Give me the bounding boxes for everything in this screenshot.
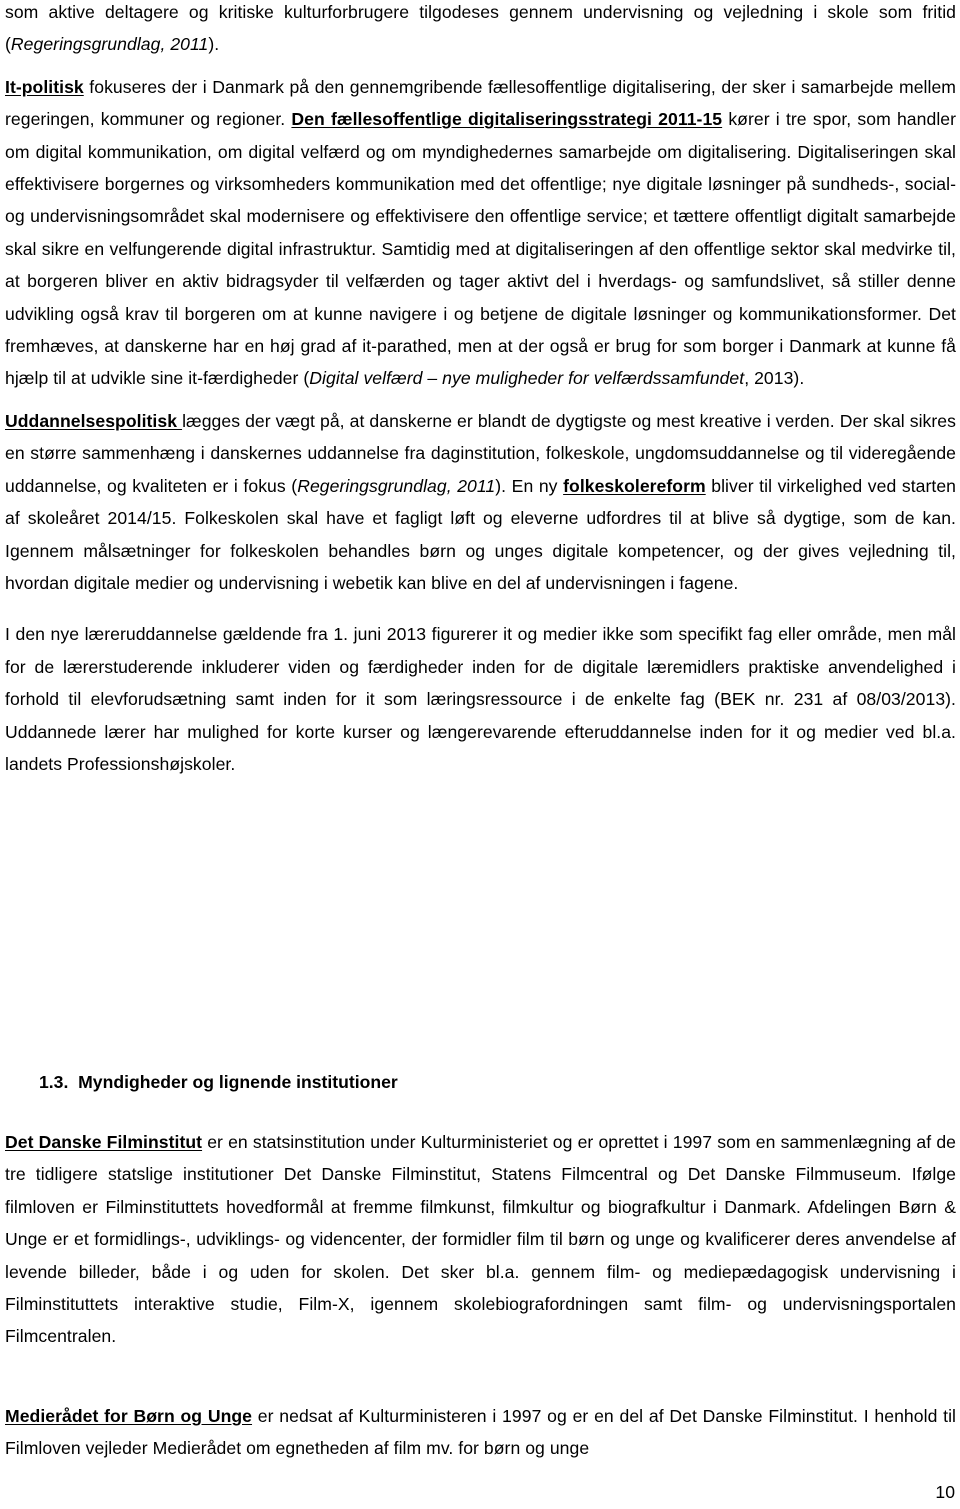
- paragraph-it-politics: [5, 71, 956, 395]
- paragraph-text: ).: [208, 34, 220, 55]
- folkeskolereform-link[interactable]: folkeskolereform: [563, 475, 706, 496]
- digitaliseringsstrategi-link[interactable]: Den fællesoffentlige digitaliseringsstrategi 2011-15: [291, 109, 723, 130]
- paragraph-text: fokuseres der i Danmark på den gennemgribende fællesoffentlige digitalisering, der sker i samarbejde mellem regeringen, kommuner og regioner.: [5, 76, 956, 130]
- paragraph-teacher-education: I den nye læreruddannelse gældende fra 1. juni 2013 figurerer it og medier ikke som specifikt fag eller område, men mål for de lærerstuderende inkluderer viden og færdigheder inden for de digitale læremidlers praktiske anvendelighed i forhold til elevforudsætning samt inden for it som læringsressource i de enkelte fag (BEK nr. 231 af 08/03/2013). Uddannede lærer har mulighed for korte kurser og længerevarende efteruddannelse inden for it og medier ved bl.a. landets Professionshøjskoler.: [5, 624, 956, 774]
- medieraadet-link[interactable]: Medierådet for Børn og Unge: [5, 1406, 253, 1426]
- paragraph-text: bliver til virkelighed ved starten af skoleåret 2014/15. Folkeskolen skal have et fagligt løft og eleverne udfordres til at blive så dygtige, som de kan. Igennem målsætninger for folkeskolen behandles børn og unges digitale kompetencer, og der gives vejledning til, hvordan digitale medier og undervisning i webetik kan blive en del af undervisningen i fagene.: [5, 475, 957, 593]
- citation: Digital velfærd – nye muligheder for velfærdssamfundet: [309, 368, 745, 389]
- citation: Regeringsgrundlag, 2011: [10, 34, 209, 55]
- page-number: 10: [935, 1482, 955, 1502]
- paragraph-education-policy: [5, 405, 956, 599]
- paragraph-text: er nedsat af Kulturministeren i 1997 og er en del af Det Danske Filminstitut. I henhold til Filmloven vejleder Medierådet om egnetheden af film mv. for børn og unge: [5, 1406, 957, 1459]
- paragraph-text: kører i tre spor, som handler om digital kommunikation, om digital velfærd og om myndighedernes samarbejde om digitalisering. Digitaliseringen skal effektivisere borgernes og virksomheders kommunikation med det offentlige; nye digitale løsninger på sundheds-, social- og undervisningsområdet skal modernisere og effektivisere den offentlige service; et tættere offentligt digitalt samarbejde skal sikre en velfungerende digital infrastruktur. Samtidig med at digitaliseringen af den offentlige sektor skal medvirke til, at borgeren bliver en aktiv bidragsyder til velfærden og tager aktivt del i hverdags- og samfundslivet, så stiller denne udvikling også krav til borgeren om at kunne navigere i og betjene de digitale løsninger og kommunikationsformer. Det fremhæves, at danskerne har en høj grad af it-parathed, men at der også er brug for som borger i Danmark at kunne få hjælp til at udvikle sine it-færdigheder (: [5, 109, 957, 389]
- paragraph-filminstitut: [5, 1126, 956, 1353]
- paragraph-text: som aktive deltagere og kritiske kulturforbrugere tilgodeses gennem undervisning og vejledning i skole som fritid (: [5, 2, 956, 55]
- section-number: 1.3.: [39, 1072, 69, 1092]
- document-page: [5, 0, 957, 1459]
- filminstitut-link[interactable]: Det Danske Filminstitut: [5, 1132, 203, 1152]
- paragraph-text: ). En ny: [495, 475, 564, 496]
- paragraph-text: er en statsinstitution under Kulturministeriet og er oprettet i 1997 som en sammenlægning af de tre tidligere statslige institutioner Det Danske Filminstitut, Statens Filmcentral og Det Danske Filmmuseum. Ifølge filmloven er Filminstituttets hovedformål at fremme filmkunst, filmkultur og biografkultur i Danmark. Afdelingen Børn & Unge er et formidlings-, udviklings- og videncenter, der formidler film til børn og unge og kvalificerer deres anvendelse af levende billeder, både i og uden for skolen. Det sker bl.a. gennem film- og mediepædagogisk undervisning i Filminstituttets interaktive studie, Film-X, igennem skolebiografordningen samt film- og undervisningsportalen Filmcentralen.: [5, 1132, 956, 1347]
- paragraph-intro: [5, 0, 956, 61]
- section-heading: [39, 1066, 398, 1098]
- paragraph-text: lægges der vægt på, at danskerne er blandt de dygtigste og mest kreative i verden. Der skal sikres en større sammenhæng i danskernes uddannelse fra daginstitution, folkeskole, ungdomsuddannelse og til videregående uddannelse, og kvaliteten er i fokus (: [5, 410, 956, 496]
- uddannelsespolitisk-link[interactable]: Uddannelsespolitisk: [5, 410, 183, 431]
- it-politisk-link[interactable]: It-politisk: [5, 76, 84, 97]
- citation: Regeringsgrundlag, 2011: [297, 475, 496, 496]
- paragraph-medieraadet: [5, 1400, 956, 1465]
- paragraph-text: , 2013).: [744, 368, 805, 389]
- section-title: Myndigheder og lignende institutioner: [78, 1072, 398, 1092]
